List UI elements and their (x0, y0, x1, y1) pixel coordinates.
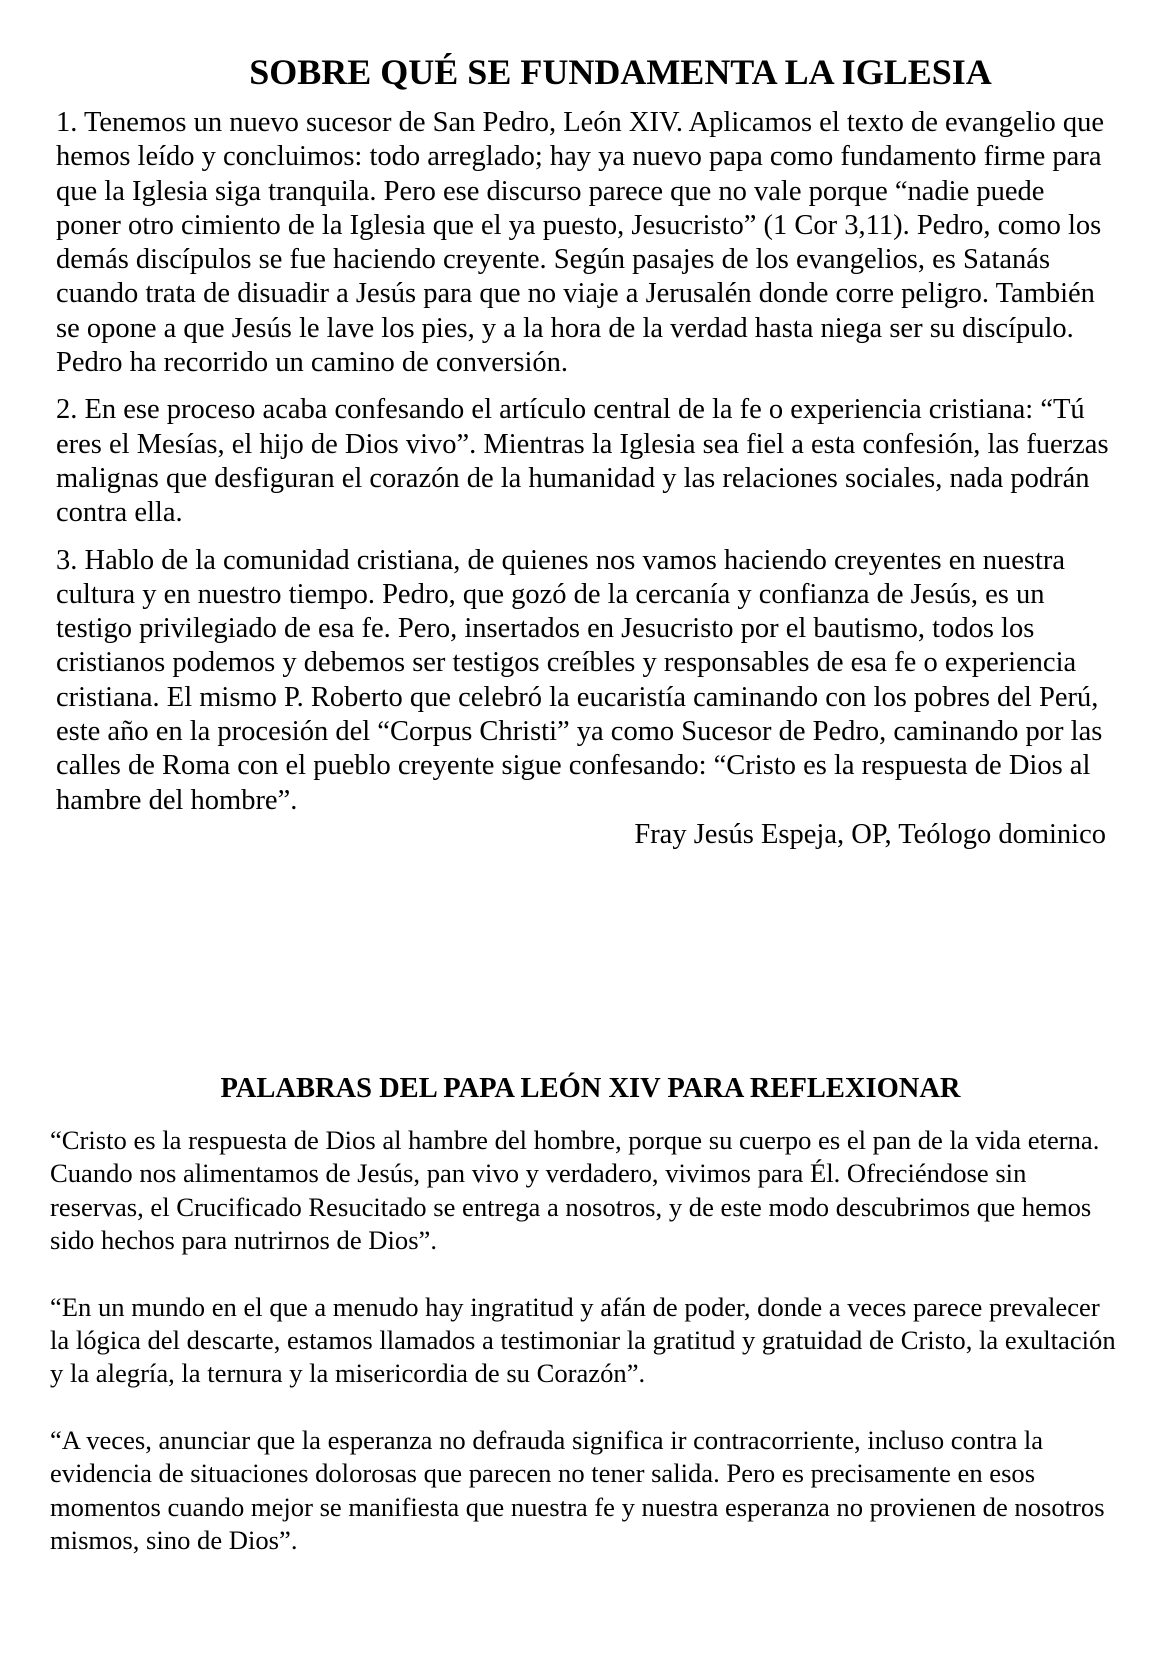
article-paragraph-2: 2. En ese proceso acaba confesando el artículo central de la fe o experiencia cristiana: “Tú eres el Mesías, el hijo de Dios vivo”. Mientras la Iglesia sea fiel a esta confesión, las fuerzas malignas que desfiguran el corazón de la humanidad y las relaciones sociales, nada podrán contra ella. (56, 394, 1109, 529)
article-paragraph-3: 3. Hablo de la comunidad cristiana, de quienes nos vamos haciendo creyentes en nuestra cultura y en nuestro tiempo. Pedro, que gozó de la cercanía y confianza de Jesús, es un testigo privilegiado de esa fe. Pero, insertados en Jesucristo por el bautismo, todos los cristianos podemos y debemos ser testigos creíbles y responsables de esa fe o experiencia cristiana. El mismo P. Roberto que celebró la eucaristía caminando con los pobres del Perú, este año en la procesión del “Corpus Christi” ya como Sucesor de Pedro, caminando por las calles de Roma con el pueblo creyente sigue confesando: “Cristo es la respuesta de Dios al hambre del hombre”. (56, 544, 1103, 816)
reflection-body (50, 1124, 1125, 1590)
reflection-title: PALABRAS DEL PAPA LEÓN XIV PARA REFLEXIONAR (220, 1073, 961, 1104)
article-paragraph-1: 1. Tenemos un nuevo sucesor de San Pedro, León XIV. Aplicamos el texto de evangelio que hemos leído y concluimos: todo arreglado; hay ya nuevo papa como fundamento firme para que la Iglesia siga tranquila. Pero ese discurso parece que no vale porque “nadie puede poner otro cimiento de la Iglesia que el ya puesto, Jesucristo” (1 Cor 3,11). Pedro, como los demás discípulos se fue haciendo creyente. Según pasajes de los evangelios, es Satanás cuando trata de disuadir a Jesús para que no viaje a Jerusalén donde corre peligro. También se opone a que Jesús le lave los pies, y a la hora de la verdad hasta niega ser su discípulo. Pedro ha recorrido un camino de conversión. (56, 107, 1105, 379)
reflection-quote-2: “En un mundo en el que a menudo hay ingratitud y afán de poder, donde a veces parece prevalecer la lógica del descarte, estamos llamados a testimoniar la gratitud y gratuidad de Cristo, la exultación y la alegría, la ternura y la misericordia de su Corazón”. (50, 1291, 1116, 1389)
article-signature: Fray Jesús Espeja, OP, Teólogo dominico (634, 818, 1106, 850)
reflection-quote-3: “A veces, anunciar que la esperanza no defrauda significa ir contracorriente, incluso contra la evidencia de situaciones dolorosas que parecen no tener salida. Pero es precisamente en esos momentos cuando mejor se manifiesta que nuestra fe y nuestra esperanza no provienen de nosotros mismos, sino de Dios”. (50, 1424, 1105, 1556)
article-body (56, 106, 1116, 852)
article-title: SOBRE QUÉ SE FUNDAMENTA LA IGLESIA (249, 52, 992, 92)
reflection-quote-1: “Cristo es la respuesta de Dios al hambre del hombre, porque su cuerpo es el pan de la vida eterna. Cuando nos alimentamos de Jesús, pan vivo y verdadero, vivimos para Él. Ofreciéndose sin reservas, el Crucificado Resucitado se entrega a nosotros, y de este modo descubrimos que hemos sido hechos para nutrirnos de Dios”. (50, 1125, 1100, 1256)
